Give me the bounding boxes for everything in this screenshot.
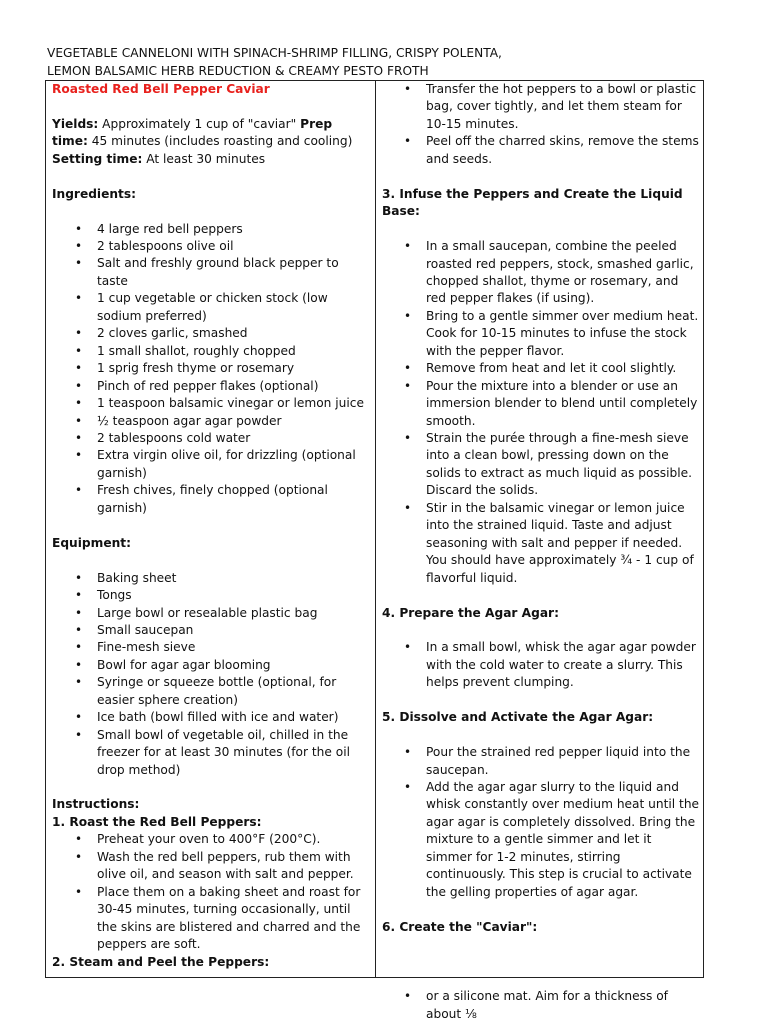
ingredient-item: • 4 large red bell peppers [97, 221, 370, 238]
equipment-item: • Fine-mesh sieve [97, 639, 370, 656]
ingredient-item: • Pinch of red pepper flakes (optional) [97, 378, 370, 395]
step-4-heading: 4. Prepare the Agar Agar: [382, 605, 559, 620]
recipe-table [45, 80, 704, 1021]
yields-value: Approximately 1 cup of "caviar" [98, 116, 301, 131]
ingredient-item: • 2 tablespoons cold water [97, 430, 370, 447]
step-5-item: • Add the agar agar slurry to the liquid and whisk constantly over medium heat until the agar agar is completely dissolved. Bring the mixture to a gentle simmer and let it simmer for 1-2 minutes, stirring continuously. This step is crucial to activate the gelling properties of agar agar. [426, 779, 700, 901]
step-3-heading: 3. Infuse the Peppers and Create the Liquid Base: [382, 186, 683, 219]
equipment-item: • Ice bath (bowl filled with ice and water) [97, 709, 370, 726]
document-title-line-1: VEGETABLE CANNELONI WITH SPINACH-SHRIMP FILLING, CRISPY POLENTA, [47, 46, 502, 60]
step-3-item: • In a small saucepan, combine the peeled roasted red peppers, stock, smashed garlic, chopped shallot, thyme or rosemary, and red pepper flakes (if using). [426, 238, 700, 308]
recipe-title: Roasted Red Bell Pepper Caviar [52, 82, 270, 96]
ingredient-item: • Salt and freshly ground black pepper to taste [97, 255, 370, 290]
step-5-heading: 5. Dissolve and Activate the Agar Agar: [382, 710, 654, 725]
step-3-item: • Bring to a gentle simmer over medium heat. Cook for 10-15 minutes to infuse the stock with the pepper flavor. [426, 308, 700, 360]
step-1-list [52, 831, 370, 953]
equipment-list [52, 570, 370, 779]
ingredient-item: • 1 cup vegetable or chicken stock (low sodium preferred) [97, 290, 370, 325]
document-title-line-2: LEMON BALSAMIC HERB REDUCTION & CREAMY PESTO FROTH [47, 63, 429, 78]
step-1-heading: 1. Roast the Red Bell Peppers: [52, 814, 262, 829]
step-2-heading: 2. Steam and Peel the Peppers: [52, 954, 270, 969]
ingredient-item: • 1 sprig fresh thyme or rosemary [97, 360, 370, 377]
equipment-item: • Large bowl or resealable plastic bag [97, 605, 370, 622]
setting-time-label: Setting time: [52, 151, 143, 166]
step-3-item: • Stir in the balsamic vinegar or lemon juice into the strained liquid. Taste and adjust seasoning with salt and pepper if needed. You should have approximately ¾ - 1 cup of flavorful liquid. [426, 500, 700, 587]
step-5-list [382, 744, 700, 901]
equipment-item: • Tongs [97, 587, 370, 604]
step-6-item: • or a silicone mat. Aim for a thickness of about ⅛ [426, 988, 700, 1023]
left-column [52, 81, 370, 971]
equipment-heading: Equipment: [52, 535, 131, 550]
step-2-item: • Transfer the hot peppers to a bowl or plastic bag, cover tightly, and let them steam for 10-15 minutes. [426, 81, 700, 133]
step-1-item: • Wash the red bell peppers, rub them with olive oil, and season with salt and pepper. [97, 849, 370, 884]
ingredient-item: • 1 teaspoon balsamic vinegar or lemon juice [97, 395, 370, 412]
step-3-item: • Strain the purée through a fine-mesh sieve into a clean bowl, pressing down on the solids to extract as much liquid as possible. Discard the solids. [426, 430, 700, 500]
column-divider [375, 81, 376, 977]
yields-label: Yields: [52, 116, 99, 131]
equipment-item: • Syringe or squeeze bottle (optional, for easier sphere creation) [97, 674, 370, 709]
ingredient-item: • 2 cloves garlic, smashed [97, 325, 370, 342]
ingredients-heading: Ingredients: [52, 186, 137, 201]
step-3-item: • Pour the mixture into a blender or use an immersion blender to blend until completely smooth. [426, 378, 700, 430]
step-3-list [382, 238, 700, 587]
document-title [47, 45, 737, 80]
step-6-list [382, 988, 700, 1023]
instructions-heading: Instructions: [52, 797, 140, 812]
equipment-item: • Baking sheet [97, 570, 370, 587]
step-1-item: • Place them on a baking sheet and roast for 30-45 minutes, turning occasionally, until the skins are blistered and charred and the peppers are soft. [97, 884, 370, 954]
step-3-item: • Remove from heat and let it cool slightly. [426, 360, 700, 377]
ingredients-list [52, 221, 370, 518]
equipment-item: • Small saucepan [97, 622, 370, 639]
prep-time-label: Prep time: [52, 116, 333, 149]
step-1-item: • Preheat your oven to 400°F (200°C). [97, 831, 370, 848]
step-6-heading: 6. Create the "Caviar": [382, 919, 538, 934]
equipment-item: • Bowl for agar agar blooming [97, 657, 370, 674]
equipment-item: • Small bowl of vegetable oil, chilled in the freezer for at least 30 minutes (for the oil drop method) [97, 727, 370, 779]
ingredient-item: • Extra virgin olive oil, for drizzling (optional garnish) [97, 447, 370, 482]
ingredient-item: • Fresh chives, finely chopped (optional garnish) [97, 482, 370, 517]
step-2-item: • Peel off the charred skins, remove the stems and seeds. [426, 133, 700, 168]
step-4-list [382, 639, 700, 691]
ingredient-item: • 2 tablespoons olive oil [97, 238, 370, 255]
yield-times-paragraph [52, 116, 370, 168]
ingredient-item: • 1 small shallot, roughly chopped [97, 343, 370, 360]
ingredient-item: • ½ teaspoon agar agar powder [97, 413, 370, 430]
setting-time-value: At least 30 minutes [142, 151, 266, 166]
step-5-item: • Pour the strained red pepper liquid into the saucepan. [426, 744, 700, 779]
prep-time-value: 45 minutes (includes roasting and cooling) [87, 134, 353, 149]
step-4-item: • In a small bowl, whisk the agar agar powder with the cold water to create a slurry. This helps prevent clumping. [426, 639, 700, 691]
step-2-list [382, 81, 700, 168]
right-column [382, 81, 700, 1023]
